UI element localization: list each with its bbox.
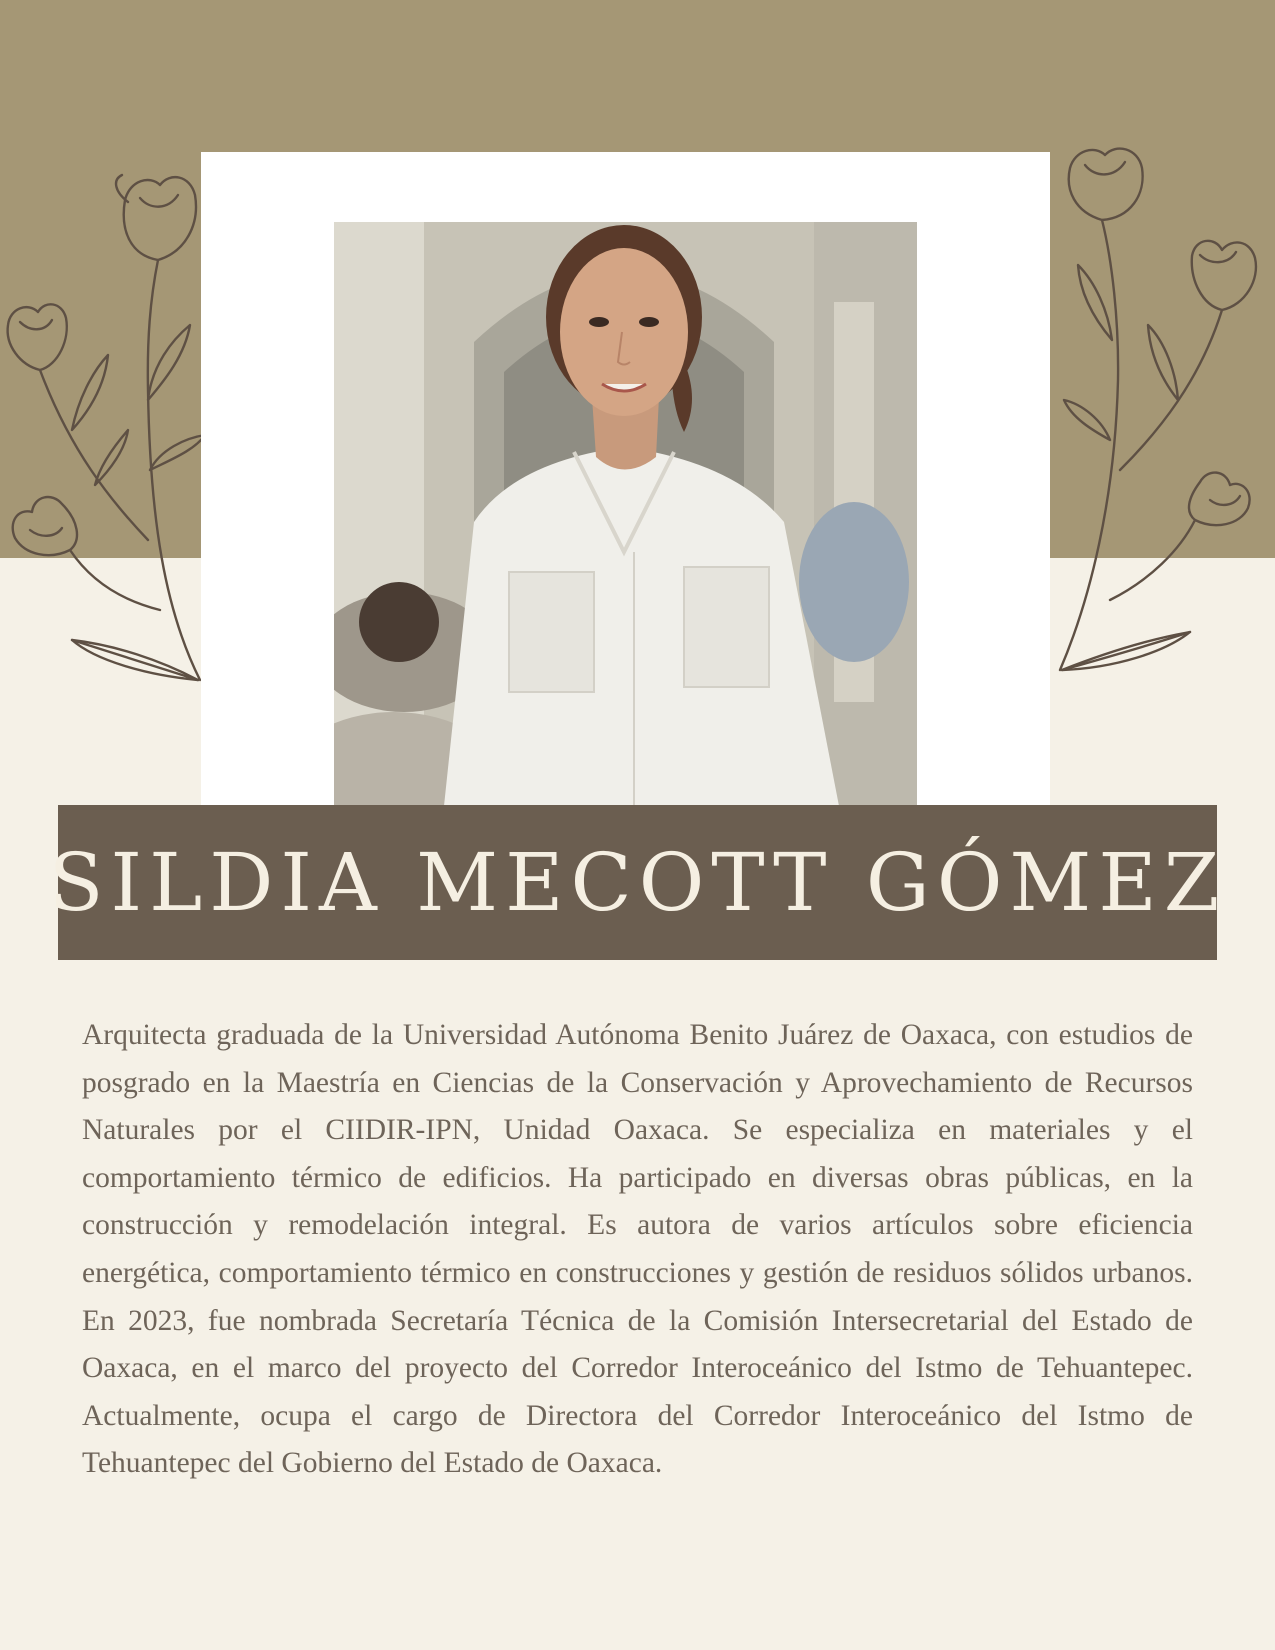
right-floral-icon bbox=[1050, 140, 1260, 700]
person-name: SILDIA MECOTT GÓMEZ bbox=[48, 836, 1227, 929]
photo-frame bbox=[201, 152, 1050, 806]
biography-text: Arquitecta graduada de la Universidad Autónoma Benito Juárez de Oaxaca, con estudios de posgrado en la Maestría en Ciencias de la Conservación y Aprovechamiento de Recursos Naturales por el CIIDIR-IPN, Unidad Oaxaca. Se especializa en materiales y el comportamiento térmico de edificios. Ha participado en diversas obras públicas, en la construcción y remodelación integral. Es autora de varios artículos sobre eficiencia energética, comportamiento térmico en construcciones y gestión de residuos sólidos urbanos. En 2023, fue nombrada Secretaría Técnica de la Comisión Intersecretarial del Estado de Oaxaca, en el marco del proyecto del Corredor Interoceánico del Istmo de Tehuantepec. Actualmente, ocupa el cargo de Directora del Corredor Interoceánico del Istmo de Tehuantepec del Gobierno del Estado de Oaxaca. bbox=[82, 1019, 1193, 1480]
left-floral-icon bbox=[0, 140, 210, 700]
name-banner bbox=[48, 805, 1227, 960]
portrait-photo bbox=[334, 222, 917, 806]
